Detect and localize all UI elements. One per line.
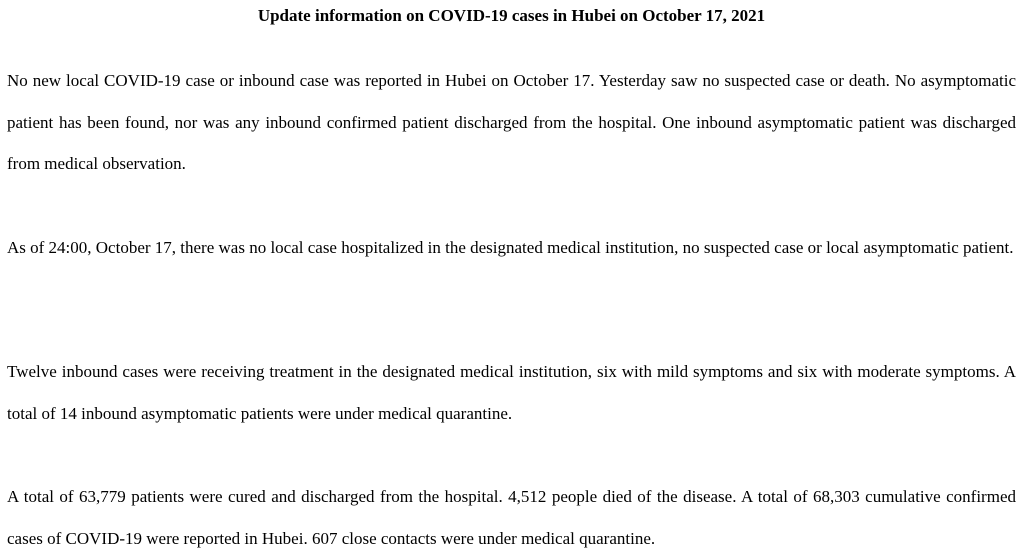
paragraph-cumulative-totals: A total of 63,779 patients were cured and discharged from the hospital. 4,512 people died of the disease. A total of 68,303 cumulative confirmed cases of COVID-19 were reported in Hubei. 607 close contacts were under medical quarantine.: [7, 487, 1016, 548]
document-title: Update information on COVID-19 cases in Hubei on October 17, 2021: [257, 6, 766, 25]
paragraph-local-status: As of 24:00, October 17, there was no local case hospitalized in the designated medical institution, no suspected case or local asymptomatic patient.: [7, 238, 1014, 257]
paragraph-daily-summary: No new local COVID-19 case or inbound case was reported in Hubei on October 17. Yesterday saw no suspected case or death. No asymptomatic patient has been found, nor was any inbound confirmed patient discharged from the hospital. One inbound asymptomatic patient was discharged from medical observation.: [7, 71, 1016, 173]
paragraph-inbound-status: Twelve inbound cases were receiving treatment in the designated medical institution, six with mild symptoms and six with moderate symptoms. A total of 14 inbound asymptomatic patients were under medical quarantine.: [7, 362, 1016, 423]
